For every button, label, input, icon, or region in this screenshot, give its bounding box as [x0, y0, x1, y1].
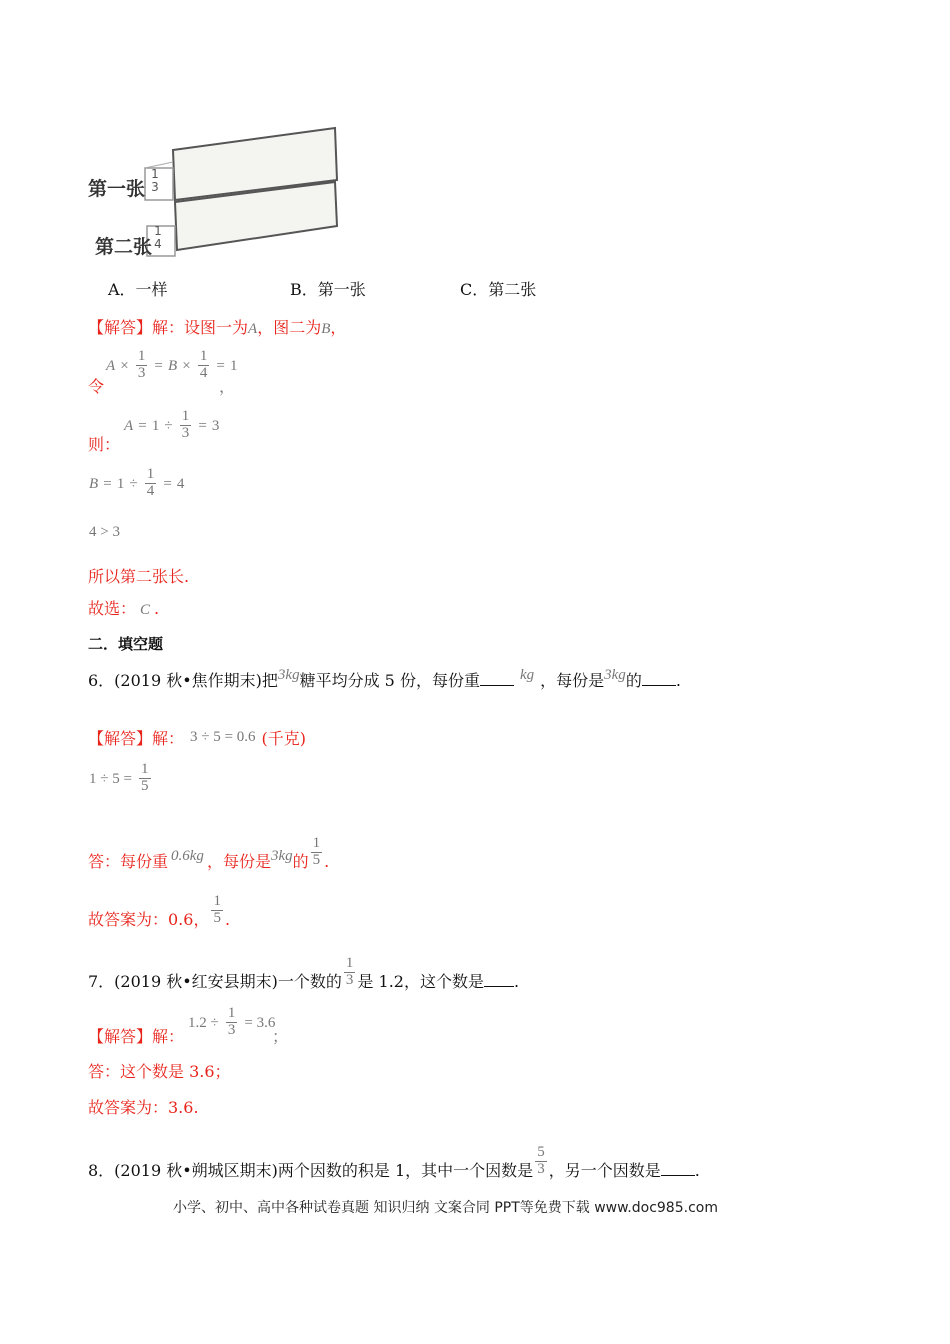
choice-prefix: 故选： [88, 599, 137, 618]
question-7 [88, 955, 520, 999]
calc-rhs: = 3.6 [244, 1014, 276, 1031]
option-b: B．第一张 [290, 280, 366, 299]
divide-sign: ÷ [129, 475, 138, 492]
option-c: C．第二张 [460, 280, 537, 299]
answer-blank [480, 671, 514, 686]
var-b: B [89, 475, 99, 492]
equals-sign: = [163, 475, 172, 492]
denominator: 3 [181, 424, 190, 441]
answer-amount: 3kg [270, 847, 293, 864]
denominator: 4 [146, 482, 155, 499]
value-four: 4 [176, 475, 185, 492]
numerator: 1 [146, 466, 155, 482]
strips-figure [85, 118, 345, 263]
var-a: A [248, 321, 258, 337]
q6-end: . [675, 671, 681, 690]
q6-unit-kilogram: (千克) [261, 729, 306, 748]
q6-text: 的 [625, 671, 642, 690]
q6-unit: kg [519, 667, 535, 683]
denominator: 3 [137, 364, 146, 381]
choice-value: C [140, 602, 151, 618]
fraction-one-third [180, 409, 192, 442]
fraction-five-thirds [535, 1145, 547, 1178]
conclusion: 所以第二张长. [88, 567, 190, 586]
q6-prefix: 6．(2019 秋•焦作期末)把 [88, 671, 278, 690]
denominator: 3 [227, 1021, 236, 1038]
numerator: 1 [181, 408, 190, 424]
denominator: 5 [141, 777, 149, 794]
q6-amount: 3kg [277, 667, 300, 683]
equals-sign: = [216, 357, 225, 374]
q6-text: ，每份是 [540, 671, 605, 690]
value-one: 1 [229, 357, 238, 374]
choice-line [88, 596, 159, 619]
times-sign: × [182, 357, 191, 374]
label-second-sheet: 第二张 [95, 236, 153, 258]
answer-text: ，每份是 [206, 851, 271, 871]
q7-prefix: 7．(2019 秋•红安县期末)一个数的 [88, 971, 342, 991]
numerator: 1 [199, 348, 208, 364]
answer-tag: 【解答】 [88, 1027, 153, 1046]
divide-sign: ÷ [164, 417, 173, 434]
answer-text: 答：每份重 [88, 851, 169, 871]
q5-answer-intro [88, 315, 346, 338]
q7-answer-tag [88, 1024, 184, 1047]
numerator: 1 [213, 893, 221, 909]
fraction-one-fourth [198, 349, 210, 382]
equals-sign: = [138, 417, 147, 434]
denominator: 5 [312, 851, 321, 868]
choice-end: . [154, 599, 160, 618]
answer-text: ，图二为 [257, 318, 322, 337]
comparison: 4 > 3 [89, 524, 120, 540]
q7-end: . [513, 971, 520, 991]
fraction-one-fourth-figure [151, 225, 165, 251]
answer-text: 解： [152, 1027, 185, 1046]
q8-end: . [694, 1160, 700, 1180]
q7-answer: 答：这个数是 3.6； [88, 1062, 231, 1081]
q6-calc: 3 ÷ 5 = 0.6 [190, 729, 256, 745]
q7-text: 是 1.2，这个数是 [357, 971, 484, 991]
q6-answer [88, 726, 306, 749]
page-footer: 小学、初中、高中各种试卷真题 知识归纳 文案合同 PPT等免费下载 www.doc985.com [173, 1200, 718, 1216]
q6-final-answer [88, 893, 231, 937]
numerator: 1 [227, 1005, 236, 1021]
denominator: 5 [213, 909, 221, 926]
var-b: B [321, 321, 331, 337]
q8-prefix: 8．(2019 秋•朔城区期末)两个因数的积是 1，其中一个因数是 [88, 1160, 534, 1180]
var-b: B [167, 357, 178, 374]
let-word: 令 [88, 377, 105, 396]
equation-let [106, 349, 237, 382]
fraction-one-third [344, 956, 356, 989]
fraction-one-fifth [211, 894, 223, 927]
fraction-one-fourth [145, 467, 157, 500]
answer-tag: 【解答】 [88, 729, 153, 748]
equals-sign: = [198, 417, 207, 434]
denominator: 4 [199, 364, 208, 381]
fraction-one-third [136, 349, 148, 382]
fraction-denominator: 4 [154, 237, 162, 251]
question-6 [88, 668, 681, 691]
calc-lhs: 1.2 ÷ [188, 1014, 219, 1031]
answer-text: 解： [152, 729, 185, 748]
var-a: A [124, 417, 134, 434]
equals-sign: = [103, 475, 112, 492]
value-one: 1 [116, 475, 125, 492]
answer-blank [642, 671, 676, 686]
times-sign: × [120, 357, 129, 374]
numerator: 1 [141, 761, 149, 777]
q7-final: 故答案为：3.6. [88, 1098, 199, 1117]
numerator: 5 [537, 1144, 545, 1160]
answer-text: 解：设图一为 [152, 318, 249, 337]
answer-blank [661, 1161, 695, 1176]
value-three: 3 [211, 417, 220, 434]
section-title: 二．填空题 [88, 635, 164, 653]
question-8 [88, 1144, 700, 1188]
q8-text: ，另一个因数是 [548, 1160, 661, 1180]
fraction-one-third-figure [148, 168, 162, 194]
fraction-numerator: 1 [151, 167, 159, 181]
denominator: 3 [345, 971, 354, 988]
answer-text: ， [330, 318, 347, 337]
final-end: . [224, 909, 231, 929]
option-a: A．一样 [108, 280, 168, 299]
fraction-one-fifth [311, 836, 323, 869]
equals-sign: = [154, 357, 163, 374]
numerator: 1 [345, 955, 354, 971]
q7-calc [188, 1006, 275, 1039]
answer-tag: 【解答】 [88, 318, 153, 337]
denominator: 3 [537, 1160, 545, 1177]
then-word: 则： [88, 435, 121, 454]
q6-calc2 [89, 762, 153, 795]
fraction-one-fifth [139, 762, 151, 795]
var-a: A [106, 357, 116, 374]
equation-a [124, 409, 219, 442]
fraction-one-third [226, 1006, 238, 1039]
answer-blank [484, 972, 514, 987]
label-first-sheet: 第一张 [88, 178, 146, 200]
answer-end: . [324, 851, 330, 871]
answer-text: 的 [292, 851, 309, 871]
fraction-denominator: 3 [151, 180, 159, 194]
q7-semicolon: ； [272, 1027, 289, 1046]
let-comma: ， [219, 377, 236, 396]
numerator: 1 [312, 835, 321, 851]
answer-value: 0.6kg [171, 847, 204, 864]
q6-answer-sentence [88, 835, 330, 879]
equation-b [89, 467, 184, 500]
value-one: 1 [151, 417, 160, 434]
numerator: 1 [137, 348, 146, 364]
calc-lhs: 1 ÷ 5 = [89, 770, 132, 787]
final-text: 故答案为：0.6， [88, 909, 210, 929]
q6-text: 糖平均分成 5 份，每份重 [299, 671, 480, 690]
q6-amount: 3kg [604, 667, 626, 683]
fraction-numerator: 1 [154, 224, 162, 238]
